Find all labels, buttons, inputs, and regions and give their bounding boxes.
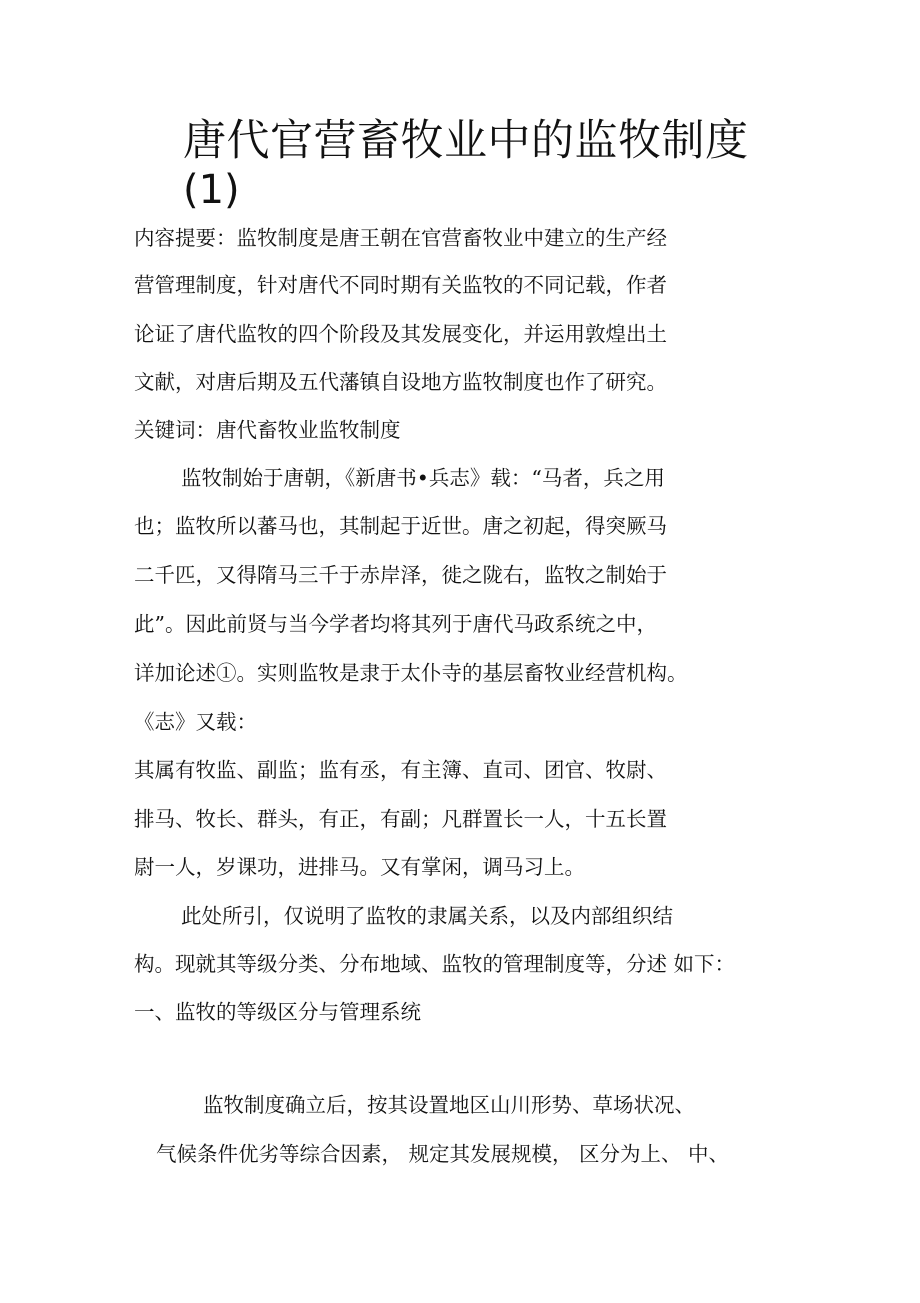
citation-intro-line: 《志》又载： <box>134 710 257 734</box>
section-heading: 一、监牧的等级区分与管理系统 <box>134 1000 421 1024</box>
abstract-line-2: 营管理制度，针对唐代不同时期有关监牧的不同记载，作者 <box>134 273 667 297</box>
abstract-line-4: 文献，对唐后期及五代藩镇自设地方监牧制度也作了研究。 <box>134 370 667 394</box>
abstract-line-3: 论证了唐代监牧的四个阶段及其发展变化，并运用敦煌出土 <box>134 322 667 346</box>
document-title-number: (1) <box>183 167 240 213</box>
abstract-line-1: 内容提要：监牧制度是唐王朝在官营畜牧业中建立的生产经 <box>134 226 667 250</box>
paragraph-1-line-1: 监牧制始于唐朝，《新唐书•兵志》载：“马者，兵之用 <box>181 466 665 490</box>
paragraph-2-line-2: 构。现就其等级分类、分布地域、监牧的管理制度等，分述 如下： <box>134 952 736 976</box>
paragraph-1-line-2: 也；监牧所以蕃马也，其制起于近世。唐之初起，得突厥马 <box>134 514 667 538</box>
paragraph-2-line-1: 此处所引，仅说明了监牧的隶属关系，以及内部组织结 <box>181 904 673 928</box>
keywords-line: 关键词：唐代畜牧业监牧制度 <box>134 418 401 442</box>
paragraph-1-line-4: 此”。因此前贤与当今学者均将其列于唐代马政系统之中， <box>134 612 657 636</box>
quote-line-1: 其属有牧监、副监；监有丞，有主簿、直司、团官、牧尉、 <box>134 758 667 782</box>
paragraph-1-line-3: 二千匹，又得隋马三千于赤岸泽，徙之陇右，监牧之制始于 <box>134 563 667 587</box>
paragraph-3-line-2: 气候条件优劣等综合因素， 规定其发展规模， 区分为上、 中、 <box>156 1142 730 1166</box>
paragraph-3-line-1: 监牧制度确立后，按其设置地区山川形势、草场状况、 <box>203 1093 695 1117</box>
quote-line-2: 排马、牧长、群头，有正，有副；凡群置长一人，十五长置 <box>134 807 667 831</box>
quote-line-3: 尉一人，岁课功，进排马。又有掌闲，调马习上。 <box>134 855 585 879</box>
paragraph-1-line-5: 详加论述①。实则监牧是隶于太仆寺的基层畜牧业经营机构。 <box>134 661 688 685</box>
document-title: 唐代官营畜牧业中的监牧制度 <box>183 116 749 166</box>
